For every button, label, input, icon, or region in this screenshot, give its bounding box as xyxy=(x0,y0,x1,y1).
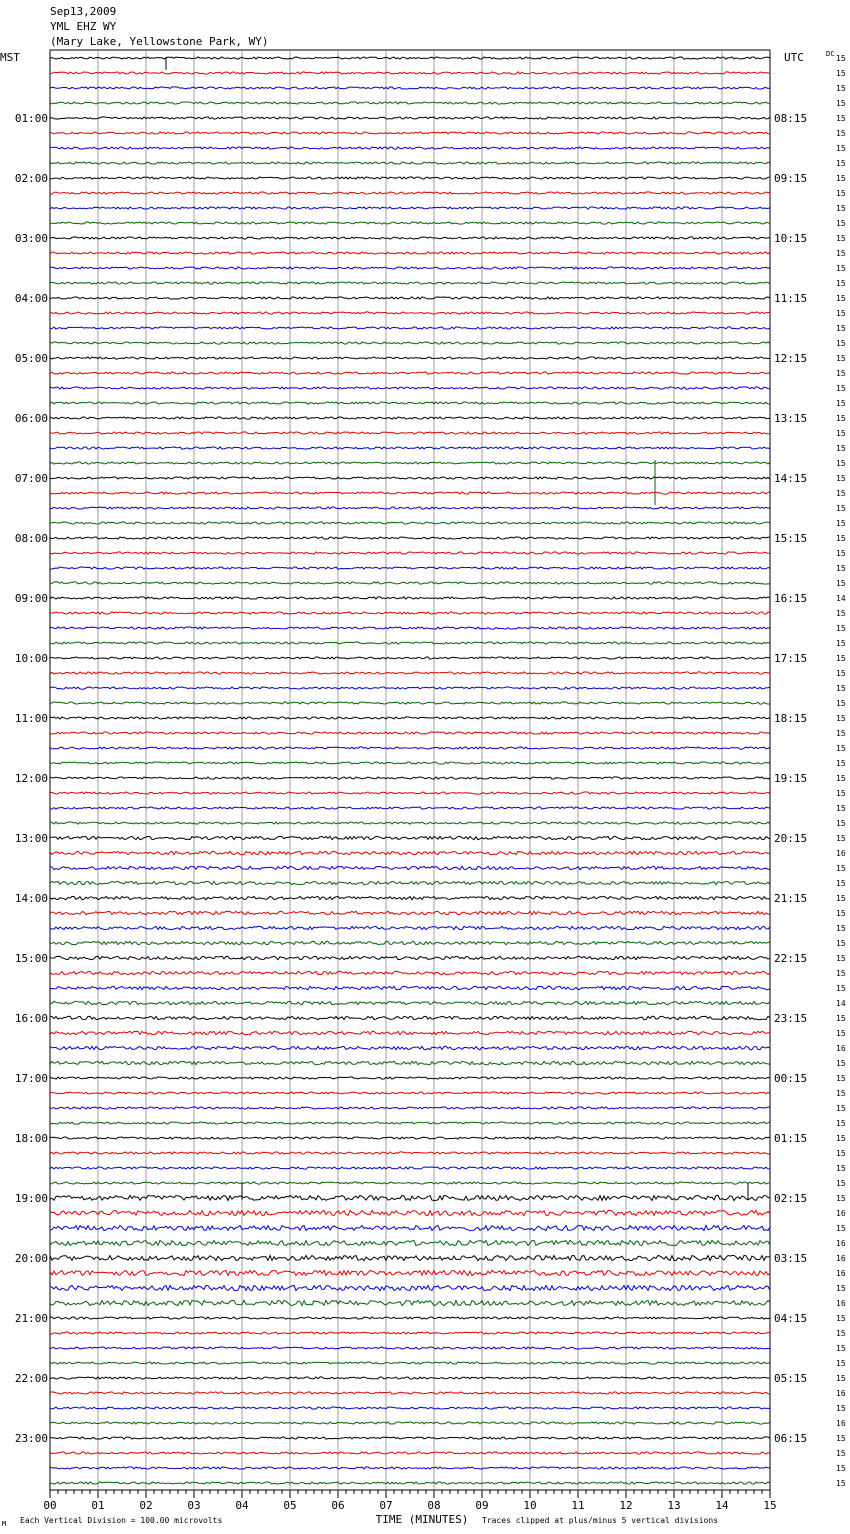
dc-offset-label: 15 xyxy=(836,459,846,468)
utc-hour-label: 20:15 xyxy=(774,832,808,845)
trace-row xyxy=(50,222,770,224)
trace-row xyxy=(50,732,770,734)
x-tick-label: 04 xyxy=(235,1499,249,1512)
utc-hour-label: 21:15 xyxy=(774,892,808,905)
dc-offset-label: 15 xyxy=(836,1374,846,1383)
trace-row xyxy=(50,1046,770,1049)
trace-row xyxy=(50,971,770,974)
dc-offset-label: 15 xyxy=(836,204,846,213)
dc-offset-label: 15 xyxy=(836,834,846,843)
dc-offset-label: 15 xyxy=(836,909,846,918)
mst-hour-label: 23:00 xyxy=(14,1432,48,1445)
dc-offset-label: 15 xyxy=(836,384,846,393)
dc-offset-label: 15 xyxy=(836,1344,846,1353)
trace-row xyxy=(50,1332,770,1334)
trace-row xyxy=(50,1285,770,1290)
dc-offset-label: 15 xyxy=(836,324,846,333)
trace-row xyxy=(50,1225,770,1230)
utc-hour-label: 18:15 xyxy=(774,712,808,725)
dc-offset-label: 15 xyxy=(836,1464,846,1473)
dc-offset-label: 15 xyxy=(836,339,846,348)
trace-row xyxy=(50,1031,770,1034)
dc-offset-label: 15 xyxy=(836,249,846,258)
dc-offset-label: 15 xyxy=(836,234,846,243)
dc-offset-label: 15 xyxy=(836,264,846,273)
mst-hour-label: 03:00 xyxy=(14,232,48,245)
trace-row xyxy=(50,627,770,629)
utc-hour-label: 01:15 xyxy=(774,1132,808,1145)
trace-row xyxy=(50,717,770,719)
x-tick-label: 14 xyxy=(715,1499,729,1512)
utc-hour-label: 04:15 xyxy=(774,1312,808,1325)
x-tick-label: 12 xyxy=(619,1499,633,1512)
trace-row xyxy=(50,537,770,539)
x-tick-label: 03 xyxy=(187,1499,201,1512)
trace-row xyxy=(50,1377,770,1379)
trace-row xyxy=(50,1452,770,1454)
dc-offset-label: 15 xyxy=(836,564,846,573)
mst-hour-label: 11:00 xyxy=(14,712,48,725)
dc-offset-label: 15 xyxy=(836,1119,846,1128)
dc-offset-label: 15 xyxy=(836,1014,846,1023)
dc-offset-label: 14 xyxy=(836,594,846,603)
dc-offset-label: 15 xyxy=(836,1449,846,1458)
trace-row xyxy=(50,1240,770,1245)
mst-hour-label: 08:00 xyxy=(14,532,48,545)
dc-offset-label: 15 xyxy=(836,1149,846,1158)
dc-offset-label: 16 xyxy=(836,1254,846,1263)
trace-row xyxy=(50,1392,770,1394)
x-tick-label: 02 xyxy=(139,1499,153,1512)
trace-row xyxy=(50,237,770,239)
trace-row xyxy=(50,1482,770,1484)
trace-row xyxy=(50,1270,770,1275)
trace-row xyxy=(50,147,770,149)
dc-label: DC xyxy=(826,50,835,58)
trace-row xyxy=(50,747,770,749)
x-tick-label: 00 xyxy=(43,1499,57,1512)
mst-hour-label: 13:00 xyxy=(14,832,48,845)
dc-offset-label: 15 xyxy=(836,69,846,78)
utc-hour-label: 11:15 xyxy=(774,292,808,305)
trace-row xyxy=(50,836,770,839)
trace-row xyxy=(50,417,770,419)
dc-offset-label: 15 xyxy=(836,174,846,183)
mst-hour-label: 09:00 xyxy=(14,592,48,605)
utc-hour-label: 05:15 xyxy=(774,1372,808,1385)
trace-row xyxy=(50,1195,770,1200)
utc-hour-label: 10:15 xyxy=(774,232,808,245)
trace-row xyxy=(50,762,770,764)
dc-offset-label: 15 xyxy=(836,414,846,423)
dc-offset-label: 15 xyxy=(836,864,846,873)
dc-offset-label: 15 xyxy=(836,714,846,723)
utc-hour-label: 06:15 xyxy=(774,1432,808,1445)
trace-row xyxy=(50,672,770,674)
dc-offset-label: 15 xyxy=(836,939,846,948)
trace-row xyxy=(50,1422,770,1424)
mst-hour-label: 12:00 xyxy=(14,772,48,785)
trace-row xyxy=(50,552,770,554)
trace-row xyxy=(50,357,770,359)
clip-note: Traces clipped at plus/minus 5 vertical divisions xyxy=(482,1516,719,1525)
trace-row xyxy=(50,1407,770,1409)
trace-row xyxy=(50,911,770,914)
trace-row xyxy=(50,312,770,314)
mst-hour-label: 05:00 xyxy=(14,352,48,365)
dc-offset-label: 15 xyxy=(836,924,846,933)
dc-offset-label: 15 xyxy=(836,1434,846,1443)
utc-hour-label: 14:15 xyxy=(774,472,808,485)
dc-offset-label: 15 xyxy=(836,114,846,123)
trace-row xyxy=(50,72,770,74)
dc-offset-label: 15 xyxy=(836,309,846,318)
dc-offset-label: 15 xyxy=(836,1089,846,1098)
trace-row xyxy=(50,1107,770,1109)
utc-hour-label: 15:15 xyxy=(774,532,808,545)
dc-offset-label: 15 xyxy=(836,1134,846,1143)
dc-offset-label: 15 xyxy=(836,1479,846,1488)
dc-offset-label: 15 xyxy=(836,729,846,738)
x-tick-label: 13 xyxy=(667,1499,681,1512)
trace-row xyxy=(50,522,770,524)
dc-offset-label: 15 xyxy=(836,54,846,63)
trace-row xyxy=(50,402,770,404)
x-tick-label: 11 xyxy=(571,1499,585,1512)
trace-row xyxy=(50,1467,770,1469)
trace-row xyxy=(50,1016,770,1019)
trace-row xyxy=(50,447,770,449)
trace-row xyxy=(50,117,770,119)
utc-hour-label: 16:15 xyxy=(774,592,808,605)
trace-row xyxy=(50,57,770,59)
mst-hour-label: 06:00 xyxy=(14,412,48,425)
dc-offset-label: 15 xyxy=(836,489,846,498)
mst-hour-label: 15:00 xyxy=(14,952,48,965)
mst-hour-label: 10:00 xyxy=(14,652,48,665)
dc-offset-label: 15 xyxy=(836,519,846,528)
x-tick-label: 07 xyxy=(379,1499,393,1512)
utc-axis-label: UTC xyxy=(784,51,804,64)
trace-row xyxy=(50,177,770,179)
dc-offset-label: 15 xyxy=(836,354,846,363)
plot-date: Sep13,2009 xyxy=(50,5,117,18)
dc-offset-label: 15 xyxy=(836,504,846,513)
x-tick-label: 06 xyxy=(331,1499,345,1512)
dc-offset-label: 15 xyxy=(836,1404,846,1413)
dc-offset-label: 15 xyxy=(836,1359,846,1368)
trace-row xyxy=(50,432,770,434)
dc-offset-label: 15 xyxy=(836,804,846,813)
dc-offset-label: 15 xyxy=(836,1179,846,1188)
trace-row xyxy=(50,777,770,779)
trace-row xyxy=(50,792,770,794)
trace-row xyxy=(50,597,770,599)
trace-row xyxy=(50,162,770,164)
mst-hour-label: 17:00 xyxy=(14,1072,48,1085)
dc-offset-label: 15 xyxy=(836,1284,846,1293)
trace-row xyxy=(50,926,770,929)
trace-row xyxy=(50,612,770,614)
trace-row xyxy=(50,462,770,464)
dc-offset-label: 15 xyxy=(836,654,846,663)
dc-offset-label: 15 xyxy=(836,444,846,453)
mst-hour-label: 16:00 xyxy=(14,1012,48,1025)
dc-offset-label: 15 xyxy=(836,294,846,303)
trace-row xyxy=(50,1152,770,1154)
scale-note: Each Vertical Division = 100.00 microvolts xyxy=(20,1516,223,1525)
trace-row xyxy=(50,822,770,824)
utc-hour-label: 03:15 xyxy=(774,1252,808,1265)
dc-offset-label: 16 xyxy=(836,1269,846,1278)
trace-row xyxy=(50,1001,770,1004)
dc-offset-label: 15 xyxy=(836,129,846,138)
utc-hour-label: 08:15 xyxy=(774,112,808,125)
trace-row xyxy=(50,327,770,329)
utc-hour-label: 19:15 xyxy=(774,772,808,785)
utc-hour-label: 09:15 xyxy=(774,172,808,185)
dc-offset-label: 15 xyxy=(836,744,846,753)
x-tick-label: 08 xyxy=(427,1499,441,1512)
trace-row xyxy=(50,102,770,104)
dc-offset-label: 15 xyxy=(836,684,846,693)
mst-hour-label: 19:00 xyxy=(14,1192,48,1205)
trace-row xyxy=(50,702,770,704)
dc-offset-label: 15 xyxy=(836,219,846,228)
dc-offset-label: 15 xyxy=(836,144,846,153)
trace-row xyxy=(50,132,770,134)
x-axis-label: TIME (MINUTES) xyxy=(375,1513,469,1526)
trace-row xyxy=(50,582,770,584)
dc-offset-label: 16 xyxy=(836,1419,846,1428)
dc-offset-label: 15 xyxy=(836,759,846,768)
trace-row xyxy=(50,956,770,959)
utc-hour-label: 22:15 xyxy=(774,952,808,965)
trace-row xyxy=(50,1061,770,1064)
mst-hour-label: 21:00 xyxy=(14,1312,48,1325)
x-tick-label: 10 xyxy=(523,1499,537,1512)
trace-row xyxy=(50,1167,770,1169)
mst-hour-label: 20:00 xyxy=(14,1252,48,1265)
dc-offset-label: 15 xyxy=(836,699,846,708)
dc-offset-label: 15 xyxy=(836,894,846,903)
dc-offset-label: 15 xyxy=(836,369,846,378)
trace-row xyxy=(50,1300,770,1305)
dc-offset-label: 15 xyxy=(836,624,846,633)
dc-offset-label: 15 xyxy=(836,609,846,618)
trace-row xyxy=(50,851,770,854)
mst-hour-label: 04:00 xyxy=(14,292,48,305)
dc-offset-label: 15 xyxy=(836,99,846,108)
mst-hour-label: 14:00 xyxy=(14,892,48,905)
dc-offset-label: 15 xyxy=(836,969,846,978)
dc-offset-label: 15 xyxy=(836,534,846,543)
dc-offset-label: 15 xyxy=(836,549,846,558)
trace-row xyxy=(50,372,770,374)
trace-row xyxy=(50,866,770,869)
dc-offset-label: 15 xyxy=(836,429,846,438)
dc-offset-label: 15 xyxy=(836,189,846,198)
dc-offset-label: 15 xyxy=(836,579,846,588)
dc-offset-label: 15 xyxy=(836,954,846,963)
trace-row xyxy=(50,297,770,299)
trace-row xyxy=(50,1437,770,1439)
dc-offset-label: 15 xyxy=(836,669,846,678)
utc-hour-label: 17:15 xyxy=(774,652,808,665)
trace-row xyxy=(50,1137,770,1139)
x-tick-label: 01 xyxy=(91,1499,105,1512)
x-tick-label: 09 xyxy=(475,1499,489,1512)
trace-row xyxy=(50,896,770,899)
trace-row xyxy=(50,1347,770,1349)
trace-row xyxy=(50,687,770,689)
trace-row xyxy=(50,941,770,944)
dc-offset-label: 15 xyxy=(836,1224,846,1233)
mst-hour-label: 02:00 xyxy=(14,172,48,185)
trace-row xyxy=(50,492,770,494)
dc-offset-label: 15 xyxy=(836,474,846,483)
trace-row xyxy=(50,1210,770,1215)
mst-hour-label: 01:00 xyxy=(14,112,48,125)
trace-row xyxy=(50,807,770,809)
dc-offset-label: 15 xyxy=(836,1029,846,1038)
trace-row xyxy=(50,282,770,284)
dc-offset-label: 15 xyxy=(836,984,846,993)
trace-row xyxy=(50,267,770,269)
trace-row xyxy=(50,657,770,659)
dc-offset-label: 16 xyxy=(836,1044,846,1053)
trace-row xyxy=(50,1077,770,1079)
x-tick-label: 15 xyxy=(763,1499,777,1512)
dc-offset-label: 16 xyxy=(836,1209,846,1218)
dc-offset-label: 15 xyxy=(836,1074,846,1083)
dc-offset-label: 15 xyxy=(836,279,846,288)
trace-row xyxy=(50,1255,770,1260)
dc-offset-label: 16 xyxy=(836,1239,846,1248)
mst-axis-label: MST xyxy=(0,51,20,64)
trace-row xyxy=(50,192,770,194)
trace-row xyxy=(50,207,770,209)
dc-offset-label: 15 xyxy=(836,1314,846,1323)
trace-row xyxy=(50,986,770,989)
dc-offset-label: 15 xyxy=(836,1104,846,1113)
trace-row xyxy=(50,252,770,254)
station-name: YML EHZ WY xyxy=(50,20,117,33)
trace-row xyxy=(50,87,770,89)
trace-row xyxy=(50,1182,770,1184)
dc-offset-label: 16 xyxy=(836,849,846,858)
trace-row xyxy=(50,881,770,884)
trace-row xyxy=(50,342,770,344)
mst-hour-label: 22:00 xyxy=(14,1372,48,1385)
dc-offset-label: 14 xyxy=(836,999,846,1008)
trace-row xyxy=(50,642,770,644)
dc-offset-label: 15 xyxy=(836,1329,846,1338)
dc-offset-label: 15 xyxy=(836,1164,846,1173)
trace-row xyxy=(50,1362,770,1364)
trace-row xyxy=(50,477,770,479)
dc-offset-label: 15 xyxy=(836,159,846,168)
dc-offset-label: 15 xyxy=(836,789,846,798)
trace-row xyxy=(50,1122,770,1124)
utc-hour-label: 12:15 xyxy=(774,352,808,365)
trace-row xyxy=(50,1317,770,1319)
utc-hour-label: 02:15 xyxy=(774,1192,808,1205)
dc-offset-label: 15 xyxy=(836,399,846,408)
utc-hour-label: 23:15 xyxy=(774,1012,808,1025)
dc-offset-label: 15 xyxy=(836,1059,846,1068)
utc-hour-label: 13:15 xyxy=(774,412,808,425)
trace-row xyxy=(50,1092,770,1094)
mst-hour-label: 07:00 xyxy=(14,472,48,485)
mst-hour-label: 18:00 xyxy=(14,1132,48,1145)
dc-offset-label: 15 xyxy=(836,84,846,93)
x-tick-label: 05 xyxy=(283,1499,297,1512)
dc-offset-label: 15 xyxy=(836,1194,846,1203)
dc-offset-label: 15 xyxy=(836,639,846,648)
utc-hour-label: 00:15 xyxy=(774,1072,808,1085)
dc-offset-label: 16 xyxy=(836,1299,846,1308)
dc-offset-label: 15 xyxy=(836,879,846,888)
station-location: (Mary Lake, Yellowstone Park, WY) xyxy=(50,35,269,48)
dc-offset-label: 16 xyxy=(836,1389,846,1398)
trace-row xyxy=(50,387,770,389)
dc-offset-label: 15 xyxy=(836,774,846,783)
trace-row xyxy=(50,507,770,509)
corner-mark: M xyxy=(2,1520,7,1528)
trace-row xyxy=(50,567,770,569)
dc-offset-label: 15 xyxy=(836,819,846,828)
